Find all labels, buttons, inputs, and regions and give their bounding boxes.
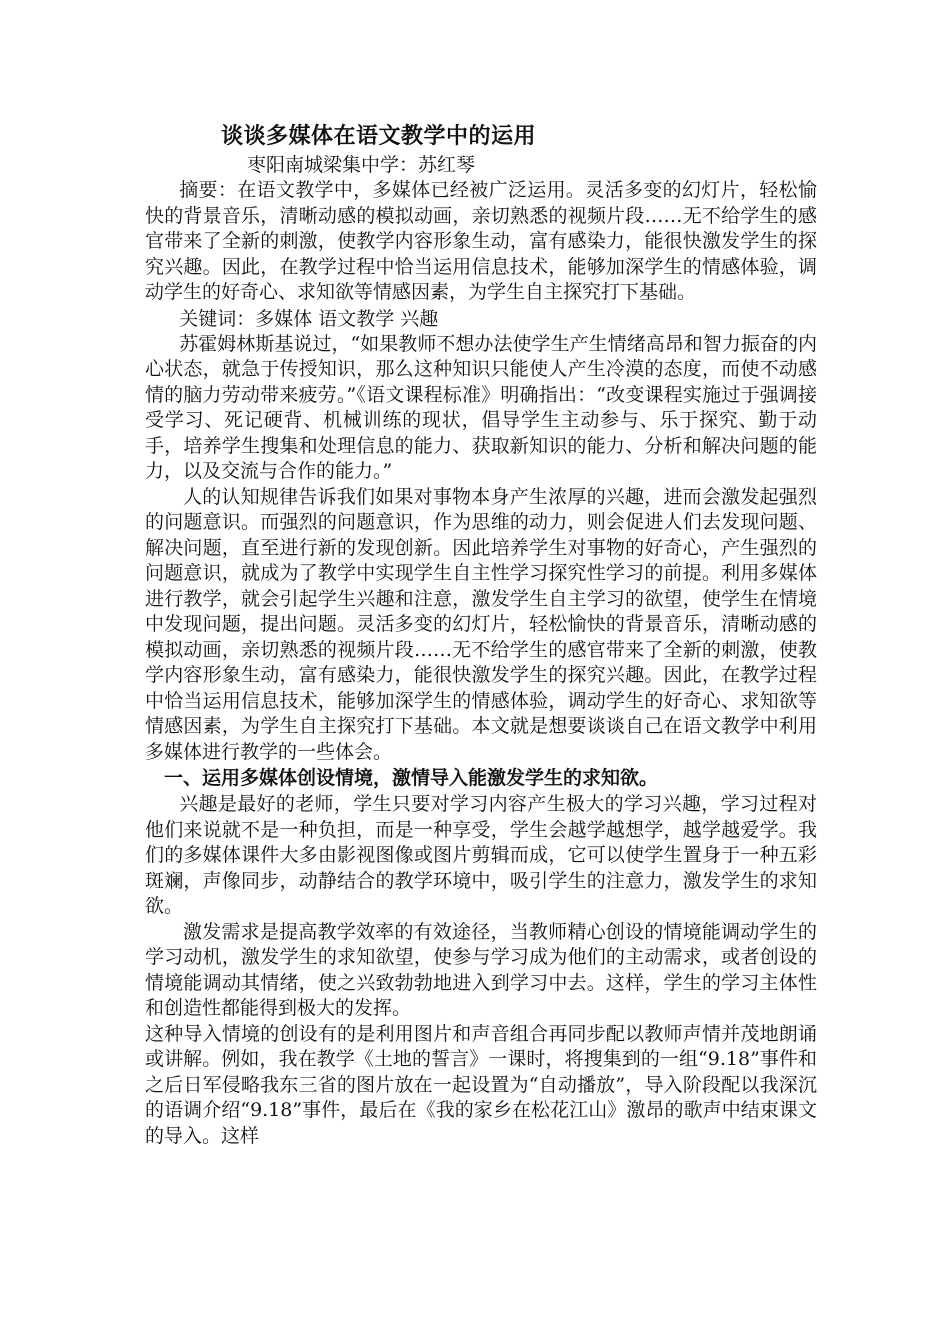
document-title: 谈谈多媒体在语文教学中的运用 (221, 123, 537, 149)
document-page (145, 120, 817, 1149)
section1-paragraph-3: 这种导入情境的创设有的是利用图片和声音组合再同步配以教师声情并茂地朗诵或讲解。例如，我在教学《土地的誓言》一课时，将搜集到的一组“9.18”事件和之后日军侵略我东三省的图片放在一起设置为“自动播放”，导入阶段配以我深沉的语调介绍“9.18”事件，最后在《我的家乡在松花江山》激昂的歌声中结束课文的导入。这样 (145, 1022, 817, 1147)
keywords-line: 关键词：多媒体 语文教学 兴趣 (179, 307, 439, 330)
document-author: 枣阳南城梁集中学：苏红琴 (247, 154, 476, 176)
section1-paragraph-2: 激发需求是提高教学效率的有效途径，当教师精心创设的情境能调动学生的学习动机，激发学生的求知欲望，使参与学习成为他们的主动需求，或者创设的情境能调动其情绪，使之兴致勃勃地进入到学习中去。这样，学生的学习主体性和创造性都能得到极大的发挥。 (145, 920, 817, 1019)
abstract-paragraph: 摘要：在语文教学中，多媒体已经被广泛运用。灵活多变的幻灯片，轻松愉快的背景音乐，清晰动感的模拟动画，亲切熟悉的视频片段……无不给学生的感官带来了全新的刺激，使教学内容形象生动，富有感染力，能很快激发学生的探究兴趣。因此，在教学过程中恰当运用信息技术，能够加深学生的情感体验，调动学生的好奇心、求知欲等情感因素，为学生自主探究打下基础。 (145, 179, 817, 303)
body-paragraph-1: 苏霍姆林斯基说过，“如果教师不想办法使学生产生情绪高昂和智力振奋的内心状态，就急于传授知识，那么这种知识只能使人产生冷漠的态度，而使不动感情的脑力劳动带来疲劳。”《语文课程标准》明确指出：“改变课程实施过于强调接受学习、死记硬背、机械训练的现状，倡导学生主动参与、乐于探究、勤于动手，培养学生搜集和处理信息的能力、获取新知识的能力、分析和解决问题的能力，以及交流与合作的能力。” (145, 332, 817, 482)
body-paragraph-2: 人的认知规律告诉我们如果对事物本身产生浓厚的兴趣，进而会激发起强烈的问题意识。而强烈的问题意识，作为思维的动力，则会促进人们去发现问题、解决问题，直至进行新的发现创新。因此培养学生对事物的好奇心，产生强烈的问题意识，就成为了教学中实现学生自主性学习探究性学习的前提。利用多媒体进行教学，就会引起学生兴趣和注意，激发学生自主学习的欲望，使学生在情境中发现问题，提出问题。灵活多变的幻灯片，轻松愉快的背景音乐，清晰动感的模拟动画，亲切熟悉的视频片段……无不给学生的感官带来了全新的刺激，使教学内容形象生动，富有感染力，能很快激发学生的探究兴趣。因此，在教学过程中恰当运用信息技术，能够加深学生的情感体验，调动学生的好奇心、求知欲等情感因素，为学生自主探究打下基础。本文就是想要谈谈自己在语文教学中利用多媒体进行教学的一些体会。 (145, 485, 817, 763)
section-heading-1: 一、运用多媒体创设情境，激情导入能激发学生的求知欲。 (164, 767, 659, 789)
section1-paragraph-1: 兴趣是最好的老师，学生只要对学习内容产生极大的学习兴趣，学习过程对他们来说就不是一种负担，而是一种享受，学生会越学越想学，越学越爱学。我们的多媒体课件大多由影视图像或图片剪辑而成，它可以使学生置身于一种五彩斑斓，声像同步，动静结合的教学环境中，吸引学生的注意力，激发学生的求知欲。 (145, 793, 817, 917)
